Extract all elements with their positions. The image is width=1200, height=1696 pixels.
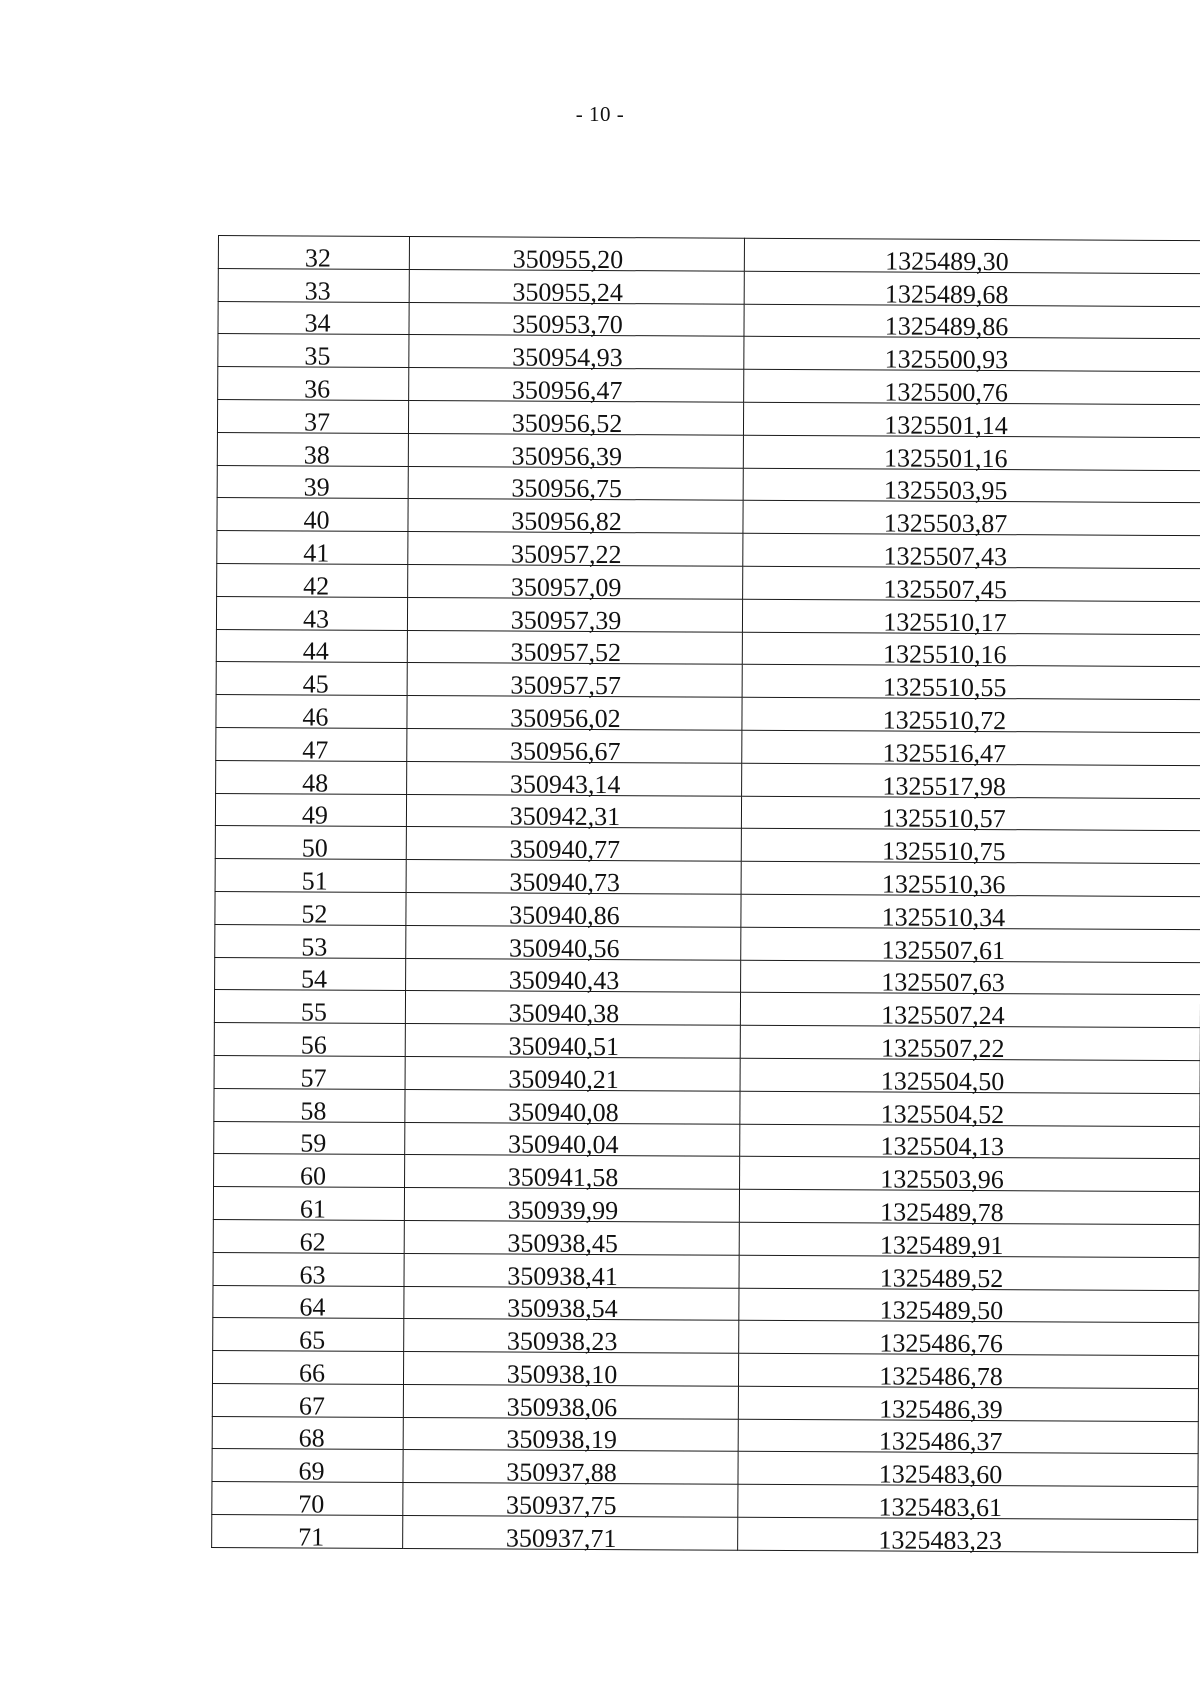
- x-coordinate-cell-text: 350957,39: [510, 605, 622, 635]
- x-coordinate-cell: [403, 1450, 738, 1488]
- y-coordinate-cell: [741, 796, 1200, 834]
- x-coordinate-cell: [406, 925, 741, 963]
- point-number-cell-text: 41: [303, 538, 330, 568]
- x-coordinate-cell: [408, 400, 743, 438]
- table-row: [212, 1416, 1198, 1454]
- point-number-cell-text: 40: [303, 505, 330, 535]
- point-number-cell-text: 67: [298, 1391, 325, 1421]
- point-number-cell-text: 65: [299, 1325, 326, 1355]
- y-coordinate-cell-text: 1325500,93: [884, 344, 1009, 375]
- y-coordinate-cell-text: 1325507,61: [881, 935, 1006, 965]
- table-row: [214, 990, 1200, 1028]
- x-coordinate-cell: [403, 1352, 738, 1387]
- y-coordinate-cell-text: 1325489,91: [879, 1230, 1004, 1260]
- y-coordinate-cell-text: 1325486,39: [879, 1394, 1003, 1424]
- y-coordinate-cell: [740, 1157, 1200, 1195]
- y-coordinate-cell-text: 1325489,30: [885, 246, 1009, 276]
- x-coordinate-cell-text: 350956,47: [511, 375, 623, 406]
- table-row: [217, 498, 1200, 536]
- table-row: [213, 1285, 1199, 1323]
- y-coordinate-cell-text: 1325504,13: [880, 1131, 1005, 1162]
- y-coordinate-cell-text: 1325483,23: [878, 1525, 1003, 1555]
- table-row: [213, 1219, 1199, 1257]
- y-coordinate-cell-text: 1325507,43: [883, 541, 1008, 572]
- x-coordinate-cell-text: 350940,56: [508, 933, 620, 963]
- y-coordinate-cell: [740, 1124, 1200, 1162]
- x-coordinate-cell: [403, 1483, 738, 1521]
- y-coordinate-cell: [739, 1189, 1199, 1228]
- y-coordinate-cell-text: 1325489,86: [884, 311, 1009, 342]
- point-number-cell-text: 57: [300, 1063, 327, 1093]
- table-row: [216, 760, 1200, 798]
- x-coordinate-cell: [404, 1253, 739, 1291]
- x-coordinate-cell: [409, 237, 744, 272]
- x-coordinate-cell: [405, 1122, 740, 1160]
- x-coordinate-cell-text: 350937,75: [506, 1490, 617, 1521]
- y-coordinate-cell-text: 1325510,36: [881, 869, 1006, 900]
- x-coordinate-cell-text: 350938,23: [506, 1326, 618, 1357]
- x-coordinate-cell-text: 350938,54: [507, 1293, 618, 1324]
- y-coordinate-cell: [744, 369, 1200, 408]
- x-coordinate-cell: [405, 991, 740, 1029]
- y-coordinate-cell: [738, 1485, 1198, 1523]
- y-coordinate-cell: [742, 665, 1200, 703]
- point-number-cell-text: 39: [303, 472, 330, 502]
- table-row: [215, 924, 1200, 962]
- y-coordinate-cell-text: 1325500,76: [884, 377, 1009, 408]
- y-coordinate-cell: [743, 501, 1200, 539]
- point-number-cell: [214, 1055, 405, 1093]
- y-coordinate-cell: [742, 730, 1200, 768]
- point-number-cell: [215, 891, 406, 929]
- table-row: [216, 629, 1200, 667]
- point-number-cell: [216, 760, 407, 798]
- table-row: [214, 1088, 1200, 1126]
- x-coordinate-cell: [406, 860, 741, 898]
- table-row: [215, 859, 1200, 897]
- x-coordinate-cell: [407, 630, 742, 668]
- x-coordinate-cell: [408, 433, 743, 471]
- point-number-cell: [217, 399, 408, 437]
- point-number-cell: [215, 859, 406, 896]
- point-number-cell: [213, 1285, 404, 1322]
- page-number: - 10 -: [575, 102, 625, 126]
- point-number-cell: [218, 236, 409, 273]
- table-row: [214, 1121, 1200, 1159]
- table-row: [216, 596, 1200, 634]
- point-number-cell-text: 46: [302, 702, 329, 732]
- y-coordinate-cell-text: 1325504,50: [880, 1066, 1005, 1096]
- y-coordinate-cell-text: 1325486,37: [878, 1426, 1003, 1457]
- table-row: [217, 531, 1200, 569]
- point-number-cell: [212, 1449, 403, 1486]
- table-row: [215, 891, 1200, 929]
- x-coordinate-cell-text: 350956,82: [511, 506, 622, 537]
- point-number-cell: [212, 1351, 403, 1388]
- point-number-cell: [213, 1252, 404, 1290]
- x-coordinate-cell-text: 350938,19: [506, 1425, 618, 1455]
- x-coordinate-cell: [408, 466, 743, 504]
- x-coordinate-cell: [405, 1155, 740, 1193]
- table-row: [217, 563, 1200, 601]
- x-coordinate-cell: [405, 1089, 740, 1127]
- point-number-cell: [216, 629, 407, 666]
- table-row: [212, 1383, 1198, 1421]
- point-number-cell: [212, 1515, 403, 1552]
- point-number-cell: [214, 990, 405, 1027]
- point-number-cell: [217, 465, 408, 502]
- point-number-cell: [216, 727, 407, 765]
- y-coordinate-cell: [738, 1452, 1198, 1490]
- table-row: [213, 1318, 1199, 1356]
- y-coordinate-cell: [740, 993, 1200, 1031]
- y-coordinate-cell-text: 1325483,60: [878, 1459, 1003, 1490]
- x-coordinate-cell: [405, 1056, 740, 1094]
- y-coordinate-cell-text: 1325504,52: [880, 1098, 1005, 1129]
- point-number-cell: [216, 662, 407, 699]
- point-number-cell-text: 32: [304, 243, 331, 273]
- point-number-cell-text: 45: [302, 669, 329, 699]
- x-coordinate-cell-text: 350940,77: [509, 834, 621, 865]
- coordinates-table: [211, 235, 1200, 1553]
- y-coordinate-cell-text: 1325486,76: [879, 1328, 1004, 1359]
- table-row: [218, 334, 1200, 372]
- x-coordinate-cell-text: 350939,99: [507, 1195, 619, 1226]
- y-coordinate-cell: [740, 1091, 1200, 1129]
- y-coordinate-cell-text: 1325489,52: [879, 1262, 1004, 1293]
- y-coordinate-cell: [741, 894, 1200, 932]
- y-coordinate-cell-text: 1325507,22: [880, 1033, 1005, 1064]
- y-coordinate-cell: [741, 861, 1200, 900]
- y-coordinate-cell: [739, 1255, 1199, 1293]
- point-number-cell: [214, 1154, 405, 1191]
- point-number-cell: [216, 695, 407, 732]
- y-coordinate-cell-text: 1325510,17: [883, 607, 1007, 637]
- y-coordinate-cell-text: 1325507,24: [881, 1000, 1005, 1031]
- x-coordinate-cell: [408, 564, 743, 602]
- x-coordinate-cell: [407, 696, 742, 734]
- y-coordinate-cell-text: 1325510,72: [882, 705, 1007, 736]
- point-number-cell-text: 70: [298, 1489, 325, 1519]
- table-row: [213, 1187, 1199, 1225]
- y-coordinate-cell-text: 1325501,16: [884, 443, 1008, 473]
- point-number-cell-text: 58: [300, 1095, 327, 1126]
- x-coordinate-cell-text: 350940,43: [508, 965, 620, 996]
- point-number-cell: [214, 1121, 405, 1158]
- y-coordinate-cell: [742, 599, 1200, 637]
- x-coordinate-cell-text: 350940,51: [508, 1031, 620, 1062]
- y-coordinate-cell: [742, 763, 1200, 801]
- y-coordinate-cell: [741, 829, 1200, 867]
- y-coordinate-cell-text: 1325507,63: [881, 967, 1005, 998]
- y-coordinate-cell-text: 1325517,98: [882, 771, 1006, 801]
- x-coordinate-cell: [407, 728, 742, 766]
- y-coordinate-cell: [739, 1222, 1199, 1260]
- point-number-cell-text: 50: [301, 833, 328, 863]
- y-coordinate-cell-text: 1325489,78: [880, 1197, 1004, 1228]
- y-coordinate-cell-text: 1325489,50: [879, 1295, 1004, 1326]
- table-row: [215, 957, 1200, 995]
- point-number-cell-text: 60: [299, 1161, 327, 1191]
- point-number-cell-text: 44: [302, 636, 329, 666]
- x-coordinate-cell: [409, 368, 744, 406]
- x-coordinate-cell-text: 350938,06: [506, 1392, 618, 1422]
- x-coordinate-cell: [404, 1319, 739, 1357]
- point-number-cell-text: 69: [298, 1456, 325, 1486]
- point-number-cell: [217, 432, 408, 470]
- y-coordinate-cell-text: 1325510,57: [882, 803, 1006, 834]
- table-row: [216, 662, 1200, 700]
- y-coordinate-cell-text: 1325483,61: [878, 1492, 1003, 1523]
- y-coordinate-cell-text: 1325489,68: [884, 279, 1009, 309]
- x-coordinate-cell: [405, 1024, 740, 1062]
- point-number-cell: [216, 596, 407, 634]
- x-coordinate-cell-text: 350938,10: [506, 1359, 618, 1389]
- y-coordinate-cell-text: 1325503,87: [883, 508, 1008, 539]
- x-coordinate-cell: [409, 269, 744, 307]
- y-coordinate-cell: [741, 927, 1200, 965]
- point-number-cell-text: 59: [300, 1128, 327, 1158]
- table-row: [212, 1449, 1198, 1487]
- point-number-cell: [213, 1318, 404, 1355]
- point-number-cell: [218, 301, 409, 338]
- table-row: [218, 268, 1200, 306]
- y-coordinate-cell: [743, 402, 1200, 440]
- y-coordinate-cell-text: 1325503,95: [883, 475, 1008, 506]
- x-coordinate-cell-text: 350956,02: [510, 703, 621, 734]
- point-number-cell: [218, 334, 409, 371]
- y-coordinate-cell-text: 1325510,55: [882, 672, 1007, 703]
- point-number-cell-text: 48: [302, 767, 329, 798]
- point-number-cell-text: 52: [301, 899, 328, 929]
- x-coordinate-cell-text: 350955,20: [512, 244, 624, 274]
- table-row: [212, 1515, 1198, 1553]
- y-coordinate-cell: [738, 1386, 1198, 1424]
- point-number-cell-text: 62: [299, 1227, 326, 1257]
- x-coordinate-cell: [404, 1188, 739, 1226]
- x-coordinate-cell: [406, 958, 741, 996]
- y-coordinate-cell-text: 1325503,96: [880, 1164, 1004, 1195]
- y-coordinate-cell: [740, 1058, 1200, 1096]
- table-row: [212, 1351, 1198, 1389]
- point-number-cell-text: 42: [303, 571, 330, 601]
- x-coordinate-cell: [406, 827, 741, 865]
- table-row: [214, 1055, 1200, 1093]
- point-number-cell-text: 71: [298, 1522, 325, 1552]
- x-coordinate-cell-text: 350942,31: [509, 801, 621, 832]
- y-coordinate-cell: [743, 533, 1200, 572]
- point-number-cell: [214, 1088, 405, 1126]
- y-coordinate-cell: [742, 632, 1200, 670]
- point-number-cell-text: 47: [302, 735, 329, 765]
- point-number-cell-text: 54: [301, 964, 328, 994]
- point-number-cell-text: 38: [303, 440, 330, 470]
- table-row: [217, 432, 1200, 470]
- table-row: [214, 1023, 1200, 1061]
- point-number-cell-text: 36: [304, 374, 331, 404]
- x-coordinate-cell-text: 350957,57: [510, 670, 621, 701]
- table-row: [216, 727, 1200, 765]
- point-number-cell: [215, 924, 406, 962]
- x-coordinate-cell: [403, 1417, 738, 1455]
- point-number-cell-text: 37: [303, 407, 331, 437]
- x-coordinate-cell-text: 350953,70: [512, 309, 623, 340]
- point-number-cell: [217, 531, 408, 568]
- x-coordinate-cell: [404, 1286, 739, 1324]
- x-coordinate-cell: [403, 1384, 738, 1422]
- y-coordinate-cell: [740, 1025, 1200, 1064]
- table-row: [217, 465, 1200, 503]
- x-coordinate-cell: [404, 1220, 739, 1258]
- x-coordinate-cell-text: 350957,22: [511, 539, 622, 570]
- point-number-cell: [212, 1482, 403, 1519]
- y-coordinate-cell-text: 1325507,45: [883, 574, 1007, 604]
- point-number-cell-text: 61: [299, 1194, 326, 1224]
- y-coordinate-cell: [739, 1321, 1199, 1359]
- x-coordinate-cell-text: 350940,38: [508, 998, 620, 1029]
- y-coordinate-cell: [743, 435, 1200, 473]
- point-number-cell: [215, 826, 406, 863]
- table-row: [215, 793, 1200, 831]
- x-coordinate-cell-text: 350957,09: [510, 572, 622, 602]
- x-coordinate-cell: [409, 302, 744, 340]
- point-number-cell-text: 53: [301, 931, 328, 962]
- y-coordinate-cell-text: 1325510,34: [881, 902, 1006, 932]
- x-coordinate-cell-text: 350937,88: [506, 1457, 617, 1488]
- x-coordinate-cell-text: 350940,86: [509, 900, 620, 930]
- point-number-cell: [213, 1187, 404, 1224]
- y-coordinate-cell-text: 1325501,14: [884, 410, 1008, 440]
- point-number-cell-text: 66: [298, 1358, 326, 1388]
- point-number-cell-text: 51: [301, 866, 328, 896]
- x-coordinate-cell: [407, 597, 742, 635]
- x-coordinate-cell-text: 350955,24: [512, 277, 624, 307]
- x-coordinate-cell-text: 350940,73: [509, 867, 620, 898]
- x-coordinate-cell-text: 350956,52: [511, 408, 623, 438]
- point-number-cell: [215, 793, 406, 830]
- table-row: [217, 399, 1200, 437]
- x-coordinate-cell: [403, 1516, 738, 1551]
- table-row: [218, 236, 1200, 274]
- x-coordinate-cell-text: 350937,71: [505, 1523, 617, 1553]
- x-coordinate-cell: [406, 794, 741, 832]
- point-number-cell-text: 49: [301, 800, 329, 830]
- y-coordinate-cell: [744, 337, 1200, 375]
- point-number-cell: [213, 1219, 404, 1257]
- point-number-cell-text: 34: [304, 308, 331, 338]
- table-row: [218, 367, 1200, 405]
- x-coordinate-cell-text: 350943,14: [509, 769, 621, 799]
- x-coordinate-cell-text: 350940,04: [507, 1129, 619, 1160]
- x-coordinate-cell-text: 350938,45: [507, 1228, 619, 1258]
- x-coordinate-cell: [409, 335, 744, 373]
- point-number-cell: [217, 498, 408, 535]
- point-number-cell-text: 56: [300, 1030, 327, 1060]
- y-coordinate-cell-text: 1325510,75: [881, 836, 1006, 867]
- point-number-cell: [217, 563, 408, 601]
- point-number-cell-text: 63: [299, 1259, 326, 1290]
- y-coordinate-cell: [743, 468, 1200, 506]
- y-coordinate-cell: [739, 1288, 1199, 1326]
- y-coordinate-cell: [738, 1517, 1198, 1555]
- point-number-cell-text: 64: [299, 1292, 326, 1322]
- point-number-cell: [212, 1416, 403, 1454]
- x-coordinate-cell-text: 350940,21: [508, 1064, 619, 1094]
- x-coordinate-cell: [406, 892, 741, 930]
- x-coordinate-cell: [408, 499, 743, 537]
- x-coordinate-cell-text: 350956,67: [509, 736, 621, 766]
- table-row: [216, 695, 1200, 733]
- y-coordinate-cell-text: 1325516,47: [882, 738, 1007, 768]
- y-coordinate-cell: [743, 566, 1200, 604]
- x-coordinate-cell-text: 350938,41: [507, 1261, 618, 1291]
- x-coordinate-cell: [408, 532, 743, 570]
- y-coordinate-cell: [738, 1419, 1198, 1457]
- y-coordinate-cell: [742, 697, 1200, 736]
- point-number-cell-text: 68: [298, 1423, 325, 1454]
- table-row: [214, 1154, 1200, 1192]
- point-number-cell: [212, 1383, 403, 1421]
- y-coordinate-cell: [741, 960, 1200, 998]
- table-row: [218, 301, 1200, 339]
- point-number-cell: [214, 1023, 405, 1060]
- x-coordinate-cell-text: 350957,52: [510, 637, 622, 668]
- point-number-cell-text: 43: [302, 604, 330, 634]
- table-row: [213, 1252, 1199, 1290]
- table-row: [215, 826, 1200, 864]
- x-coordinate-cell-text: 350941,58: [507, 1162, 619, 1193]
- y-coordinate-cell: [738, 1353, 1198, 1392]
- y-coordinate-cell: [744, 304, 1200, 342]
- point-number-cell: [215, 957, 406, 994]
- y-coordinate-cell: [744, 238, 1200, 276]
- x-coordinate-cell-text: 350956,39: [511, 441, 623, 471]
- point-number-cell: [218, 367, 409, 404]
- point-number-cell-text: 55: [300, 997, 328, 1027]
- point-number-cell: [218, 268, 409, 306]
- y-coordinate-cell-text: 1325486,78: [879, 1361, 1003, 1392]
- x-coordinate-cell-text: 350954,93: [512, 342, 623, 373]
- table-row: [212, 1482, 1198, 1520]
- x-coordinate-cell-text: 350940,08: [508, 1097, 619, 1127]
- x-coordinate-cell: [407, 761, 742, 799]
- y-coordinate-cell: [744, 271, 1200, 309]
- coordinates-table-body: [212, 236, 1200, 1553]
- x-coordinate-cell-text: 350956,75: [511, 473, 623, 504]
- y-coordinate-cell-text: 1325510,16: [882, 639, 1007, 670]
- point-number-cell-text: 33: [304, 276, 331, 306]
- point-number-cell-text: 35: [304, 341, 331, 371]
- x-coordinate-cell: [407, 663, 742, 701]
